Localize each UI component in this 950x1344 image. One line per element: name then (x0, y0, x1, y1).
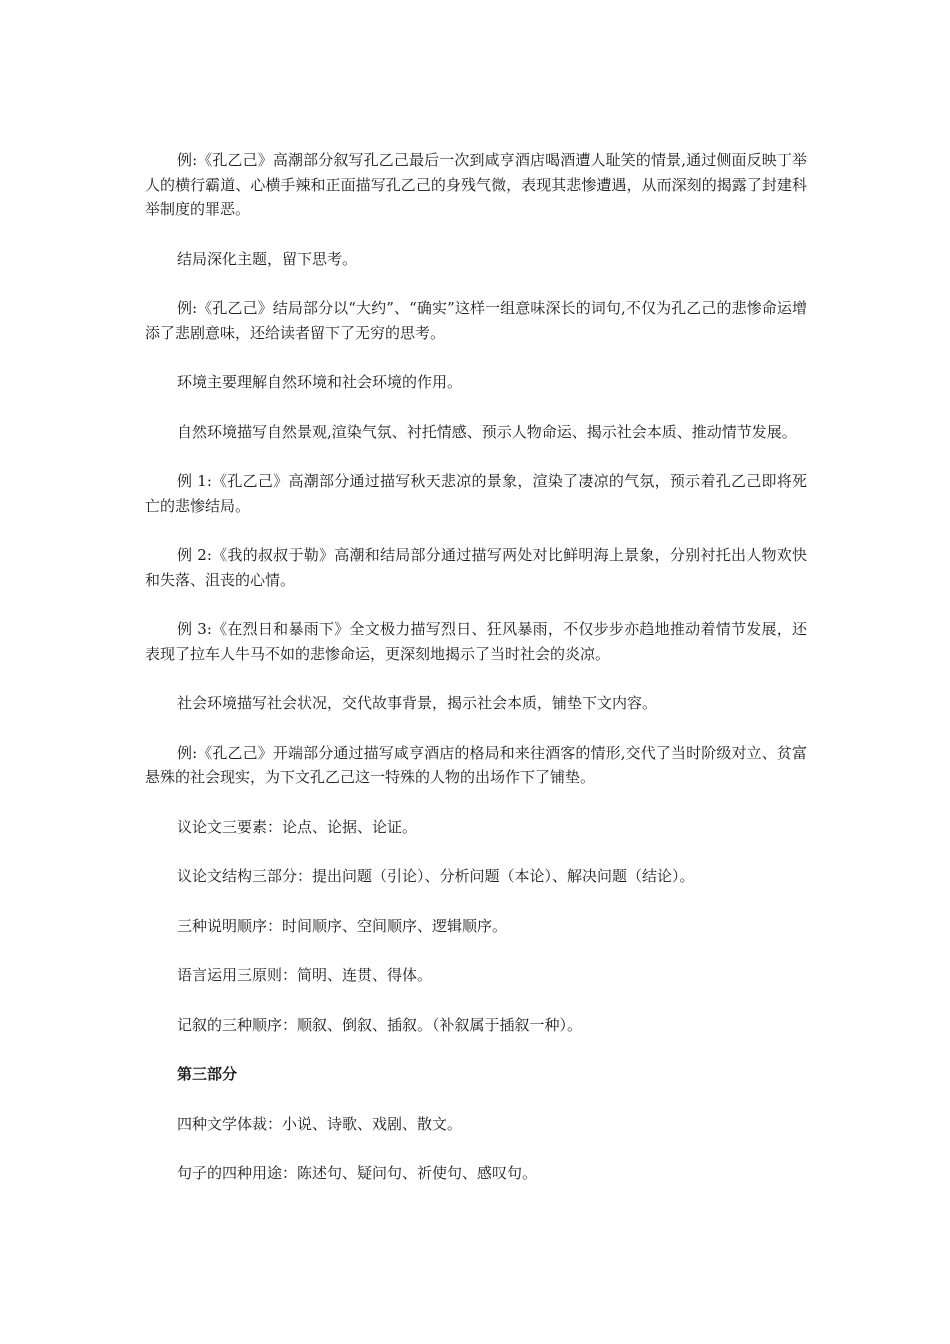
paragraph-ending-theme: 结局深化主题，留下思考。 (177, 249, 358, 268)
paragraph-argument-elements: 议论文三要素：论点、论据、论证。 (177, 817, 418, 836)
paragraph-kongyiji-climax: 例:《孔乙己》高潮部分叙写孔乙己最后一次到咸亨酒店喝酒遭人耻笑的情景,通过侧面反映丁举人的横行霸道、心横手辣和正面描写孔乙己的身残气微，表现其悲惨遭遇，从而深刻的揭露了封建科举制度的罪恶。 (145, 151, 807, 218)
paragraph-explanation-order: 三种说明顺序：时间顺序、空间顺序、逻辑顺序。 (177, 916, 508, 935)
section-heading-part-three: 第三部分 (177, 1065, 238, 1083)
paragraph-natural-environment: 自然环境描写自然景观,渲染气氛、衬托情感、预示人物命运、揭示社会本质、推动情节发展。 (177, 422, 797, 441)
paragraph-example-2: 例 2:《我的叔叔于勒》高潮和结局部分通过描写两处对比鲜明海上景象，分别衬托出人物欢快和失落、沮丧的心情。 (145, 546, 807, 589)
paragraph-argument-structure: 议论文结构三部分：提出问题（引论）、分析问题（本论）、解决问题（结论）。 (177, 867, 695, 885)
paragraph-example-1: 例 1:《孔乙己》高潮部分通过描写秋天悲凉的景象，渲染了凄凉的气氛，预示着孔乙己即将死亡的悲惨结局。 (145, 472, 807, 515)
paragraph-kongyiji-ending: 例:《孔乙己》结局部分以“大约”、“确实”这样一组意味深长的词句,不仅为孔乙己的悲惨命运增添了悲剧意味，还给读者留下了无穷的思考。 (145, 299, 807, 342)
paragraph-language-principles: 语言运用三原则：简明、连贯、得体。 (177, 966, 433, 984)
paragraph-literary-genres: 四种文学体裁：小说、诗歌、戏剧、散文。 (177, 1114, 463, 1133)
document-page (145, 148, 807, 1211)
paragraph-environment: 环境主要理解自然环境和社会环境的作用。 (177, 373, 463, 391)
paragraph-narrative-order: 记叙的三种顺序：顺叙、倒叙、插叙。（补叙属于插叙一种）。 (177, 1015, 583, 1034)
paragraph-sentence-uses: 句子的四种用途：陈述句、疑问句、祈使句、感叹句。 (177, 1164, 538, 1182)
paragraph-example-3: 例 3:《在烈日和暴雨下》全文极力描写烈日、狂风暴雨，不仅步步亦趋地推动着情节发展，还表现了拉车人牛马不如的悲惨命运，更深刻地揭示了当时社会的炎凉。 (145, 620, 807, 663)
paragraph-kongyiji-opening: 例:《孔乙己》开端部分通过描写咸亨酒店的格局和来往酒客的情形,交代了当时阶级对立、贫富悬殊的社会现实，为下文孔乙己这一特殊的人物的出场作下了铺垫。 (145, 743, 807, 786)
paragraph-social-environment: 社会环境描写社会状况，交代故事背景，揭示社会本质，铺垫下文内容。 (177, 694, 658, 712)
